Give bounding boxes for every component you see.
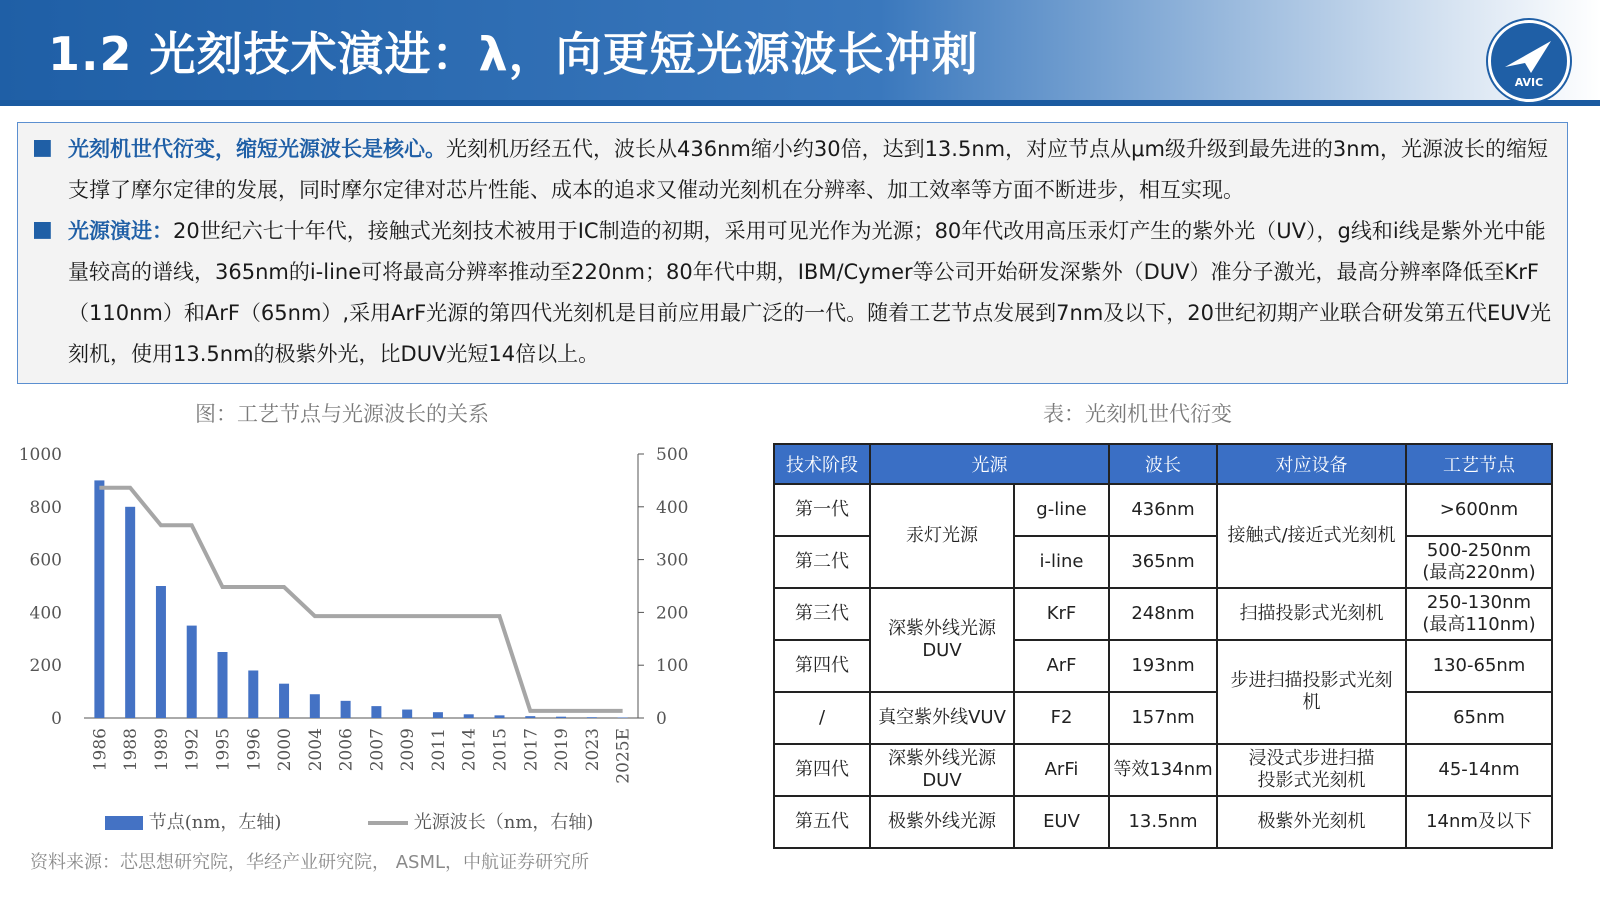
stage-cell: 第二代 bbox=[774, 536, 870, 588]
node-wavelength-chart bbox=[0, 440, 720, 800]
node-range: 250-130nm bbox=[1426, 592, 1532, 613]
generation-table bbox=[773, 443, 1553, 849]
equipment-line-2: 机 bbox=[1302, 692, 1321, 713]
bar bbox=[464, 714, 474, 718]
p1-heading: 光刻机世代衍变，缩短光源波长是核心。 bbox=[68, 137, 446, 161]
header-source: 光源 bbox=[870, 444, 1109, 484]
equipment-cell bbox=[1217, 744, 1406, 796]
source-cell: 真空紫外线VUV bbox=[870, 692, 1014, 744]
bar bbox=[433, 712, 443, 718]
bar bbox=[248, 670, 258, 718]
page-title: 1.2 光刻技术演进：λ，向更短光源波长冲刺 bbox=[48, 27, 979, 81]
x-tick-label: 2004 bbox=[305, 728, 326, 772]
equipment-line-1: 步进扫描投影式光刻 bbox=[1230, 670, 1393, 691]
bar bbox=[341, 701, 351, 718]
table-row bbox=[774, 796, 1552, 848]
table-row bbox=[774, 692, 1552, 744]
p2-heading: 光源演进： bbox=[68, 219, 173, 243]
left-tick-label: 200 bbox=[29, 656, 62, 677]
table-header-row bbox=[774, 444, 1552, 484]
node-range: 500-250nm bbox=[1426, 540, 1532, 561]
source-line-2: DUV bbox=[922, 770, 962, 791]
summary-paragraph-1 bbox=[68, 129, 1558, 211]
node-best: (最高110nm) bbox=[1422, 614, 1536, 635]
left-tick-label: 800 bbox=[29, 497, 62, 518]
x-tick-label: 2025E bbox=[613, 728, 634, 784]
wavelength-cell: 等效134nm bbox=[1109, 744, 1217, 796]
bar bbox=[587, 717, 597, 718]
stage-cell: 第一代 bbox=[774, 484, 870, 536]
equipment-cell bbox=[1217, 640, 1406, 744]
chart-caption: 图：工艺节点与光源波长的关系 bbox=[195, 402, 489, 426]
stage-cell: 第四代 bbox=[774, 744, 870, 796]
x-tick-label: 1988 bbox=[121, 728, 142, 772]
bar bbox=[156, 586, 166, 718]
source-cell bbox=[870, 744, 1014, 796]
equipment-cell: 接触式/接近式光刻机 bbox=[1217, 484, 1406, 588]
source-line-1: 深紫外线光源 bbox=[888, 748, 996, 769]
right-tick-label: 0 bbox=[656, 709, 667, 729]
x-tick-label: 1989 bbox=[151, 728, 172, 772]
node-cell: 65nm bbox=[1406, 692, 1552, 744]
left-tick-label: 1000 bbox=[18, 445, 62, 465]
x-tick-label: 2019 bbox=[552, 728, 573, 772]
stage-cell: 第五代 bbox=[774, 796, 870, 848]
header-stage: 技术阶段 bbox=[774, 444, 870, 484]
bar bbox=[187, 626, 197, 718]
x-tick-label: 1986 bbox=[90, 728, 111, 772]
stage-cell: / bbox=[774, 692, 870, 744]
legend-label-nodes: 节点(nm，左轴) bbox=[148, 812, 282, 833]
header-equipment: 对应设备 bbox=[1217, 444, 1406, 484]
x-tick-label: 2009 bbox=[398, 728, 419, 772]
right-tick-label: 100 bbox=[656, 656, 689, 677]
bar bbox=[279, 684, 289, 718]
wavelength-cell: 436nm bbox=[1109, 484, 1217, 536]
x-tick-label: 2007 bbox=[367, 728, 388, 772]
wavelength-cell: 13.5nm bbox=[1109, 796, 1217, 848]
bar bbox=[495, 715, 505, 718]
header-underline bbox=[0, 100, 1600, 106]
source-cell: 极紫外线光源 bbox=[870, 796, 1014, 848]
table-row bbox=[774, 484, 1552, 536]
x-tick-label: 2000 bbox=[275, 728, 296, 772]
subsource-cell: g-line bbox=[1014, 484, 1109, 536]
source-line-1: 深紫外线光源 bbox=[888, 618, 996, 639]
header-wavelength: 波长 bbox=[1109, 444, 1217, 484]
subsource-cell: EUV bbox=[1014, 796, 1109, 848]
bar bbox=[94, 480, 104, 718]
bullet-icon: ■ bbox=[32, 217, 53, 242]
wavelength-cell: 248nm bbox=[1109, 588, 1217, 640]
x-tick-label: 2015 bbox=[490, 728, 511, 772]
logo-text: AVIC bbox=[1514, 76, 1544, 89]
left-tick-label: 600 bbox=[29, 550, 62, 571]
legend-item-wavelength bbox=[368, 808, 593, 834]
legend-label-wavelength: 光源波长（nm，右轴) bbox=[413, 812, 594, 833]
table-row bbox=[774, 588, 1552, 640]
x-tick-label: 2014 bbox=[459, 728, 480, 772]
x-tick-label: 2017 bbox=[521, 728, 542, 772]
subsource-cell: KrF bbox=[1014, 588, 1109, 640]
wavelength-cell: 365nm bbox=[1109, 536, 1217, 588]
equipment-line-2: 投影式光刻机 bbox=[1257, 770, 1366, 791]
source-note: 资料来源：芯思想研究院，华经产业研究院， ASML，中航证券研究所 bbox=[30, 852, 590, 873]
source-cell: 汞灯光源 bbox=[870, 484, 1014, 588]
right-tick-label: 200 bbox=[656, 603, 689, 624]
bar bbox=[556, 717, 566, 718]
equipment-line-1: 浸没式步进扫描 bbox=[1248, 748, 1375, 769]
avic-logo bbox=[1488, 20, 1570, 102]
subsource-cell: i-line bbox=[1014, 536, 1109, 588]
source-line-2: DUV bbox=[922, 640, 962, 661]
left-tick-label: 0 bbox=[51, 709, 62, 729]
right-tick-label: 400 bbox=[656, 497, 689, 518]
subsource-cell: ArFi bbox=[1014, 744, 1109, 796]
node-cell bbox=[1406, 536, 1552, 588]
table-caption: 表：光刻机世代衍变 bbox=[1043, 402, 1232, 426]
bar bbox=[525, 716, 535, 718]
node-best: (最高220nm) bbox=[1422, 562, 1536, 583]
node-cell: >600nm bbox=[1406, 484, 1552, 536]
equipment-cell: 扫描投影式光刻机 bbox=[1217, 588, 1406, 640]
equipment-cell: 极紫外光刻机 bbox=[1217, 796, 1406, 848]
header-node: 工艺节点 bbox=[1406, 444, 1552, 484]
bar bbox=[402, 710, 412, 718]
node-cell: 45-14nm bbox=[1406, 744, 1552, 796]
bar bbox=[310, 694, 320, 718]
legend-swatch-line bbox=[368, 821, 408, 825]
x-tick-label: 1992 bbox=[182, 728, 203, 772]
x-tick-label: 1996 bbox=[244, 728, 265, 772]
bar bbox=[371, 706, 381, 718]
bar bbox=[618, 717, 628, 718]
subsource-cell: F2 bbox=[1014, 692, 1109, 744]
summary-paragraph-2 bbox=[68, 211, 1558, 375]
table-row bbox=[774, 744, 1552, 796]
p2-text: 20世纪六七十年代，接触式光刻技术被用于IC制造的初期，采用可见光作为光源；80年代改用高压汞灯产生的紫外光（UV），g线和i线是紫外光中能量较高的谱线，365nm的i-line可将最高分辨率推动至220nm；80年代中期，IBM/Cymer等公司开始研发深紫外（DUV）准分子激光，最高分辨率降低至KrF（110nm）和ArF（65nm）,采用ArF光源的第四代光刻机是目前应用最广泛的一代。随着工艺节点发展到7nm及以下，20世纪初期产业联合研发第五代EUV光刻机，使用13.5nm的极紫外光，比DUV光短14倍以上。 bbox=[68, 219, 1552, 366]
source-cell bbox=[870, 588, 1014, 692]
x-tick-label: 2011 bbox=[428, 728, 449, 772]
wavelength-line bbox=[99, 488, 622, 711]
node-cell: 14nm及以下 bbox=[1406, 796, 1552, 848]
p1-text: 光刻机历经五代，波长从436nm缩小约30倍，达到13.5nm，对应节点从μm级升级到最先进的3nm，光源波长的缩短支撑了摩尔定律的发展，同时摩尔定律对芯片性能、成本的追求又催动光刻机在分辨率、加工效率等方面不断进步，相互实现。 bbox=[68, 137, 1549, 202]
right-tick-label: 300 bbox=[656, 550, 689, 571]
bar bbox=[218, 652, 228, 718]
node-cell: 130-65nm bbox=[1406, 640, 1552, 692]
stage-cell: 第四代 bbox=[774, 640, 870, 692]
wavelength-cell: 157nm bbox=[1109, 692, 1217, 744]
summary-box bbox=[17, 122, 1568, 384]
legend-item-nodes bbox=[105, 808, 281, 834]
wavelength-cell: 193nm bbox=[1109, 640, 1217, 692]
legend-swatch-bar bbox=[105, 816, 143, 830]
right-tick-label: 500 bbox=[656, 445, 689, 465]
bar bbox=[125, 507, 135, 718]
left-tick-label: 400 bbox=[29, 603, 62, 624]
stage-cell: 第三代 bbox=[774, 588, 870, 640]
node-cell bbox=[1406, 588, 1552, 640]
x-tick-label: 2023 bbox=[582, 728, 603, 772]
x-tick-label: 1995 bbox=[213, 728, 234, 772]
bullet-icon: ■ bbox=[32, 135, 53, 160]
subsource-cell: ArF bbox=[1014, 640, 1109, 692]
x-tick-label: 2006 bbox=[336, 728, 357, 772]
